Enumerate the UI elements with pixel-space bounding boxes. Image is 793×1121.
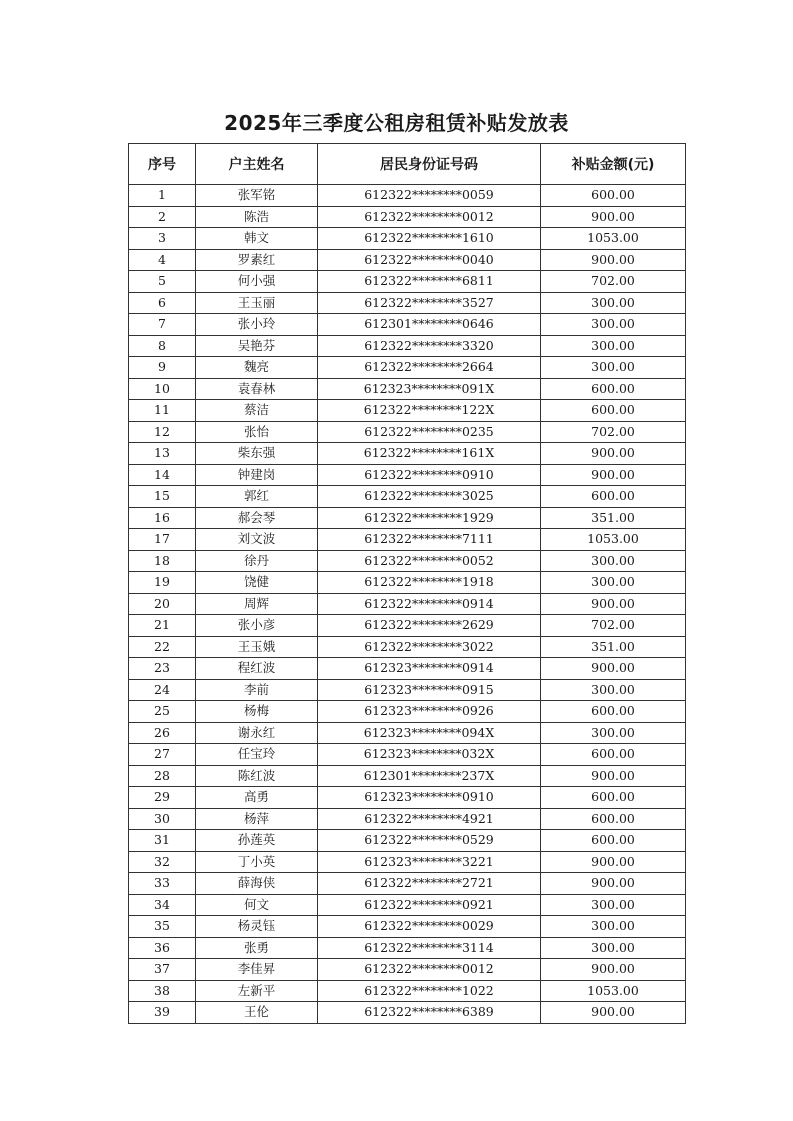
cell-name: 饶健: [196, 572, 318, 594]
cell-amount: 600.00: [541, 830, 686, 852]
cell-amount: 900.00: [541, 658, 686, 680]
cell-seq: 14: [129, 464, 196, 486]
table-row: [129, 292, 686, 314]
cell-amount: 600.00: [541, 787, 686, 809]
cell-seq: 29: [129, 787, 196, 809]
cell-id-number: 612322********6389: [318, 1002, 541, 1024]
cell-name: 丁小英: [196, 851, 318, 873]
cell-amount: 1053.00: [541, 228, 686, 250]
cell-id-number: 612323********0926: [318, 701, 541, 723]
cell-id-number: 612323********0915: [318, 679, 541, 701]
table-row: [129, 185, 686, 207]
table-row: [129, 228, 686, 250]
cell-name: 王玉娥: [196, 636, 318, 658]
cell-id-number: 612322********3114: [318, 937, 541, 959]
cell-amount: 900.00: [541, 443, 686, 465]
cell-id-number: 612322********161X: [318, 443, 541, 465]
cell-seq: 2: [129, 206, 196, 228]
table-row: [129, 830, 686, 852]
table-row: [129, 271, 686, 293]
cell-name: 刘文波: [196, 529, 318, 551]
cell-amount: 900.00: [541, 1002, 686, 1024]
cell-id-number: 612322********2721: [318, 873, 541, 895]
table-row: [129, 507, 686, 529]
cell-amount: 300.00: [541, 916, 686, 938]
cell-id-number: 612322********2629: [318, 615, 541, 637]
cell-name: 陈浩: [196, 206, 318, 228]
table-row: [129, 787, 686, 809]
cell-name: 何小强: [196, 271, 318, 293]
cell-amount: 702.00: [541, 615, 686, 637]
table-row: [129, 486, 686, 508]
cell-id-number: 612322********122X: [318, 400, 541, 422]
cell-seq: 27: [129, 744, 196, 766]
table-row: [129, 980, 686, 1002]
table-row: [129, 572, 686, 594]
cell-name: 郭红: [196, 486, 318, 508]
cell-id-number: 612322********0529: [318, 830, 541, 852]
table-row: [129, 529, 686, 551]
cell-seq: 39: [129, 1002, 196, 1024]
cell-seq: 3: [129, 228, 196, 250]
cell-id-number: 612322********6811: [318, 271, 541, 293]
cell-name: 张军铭: [196, 185, 318, 207]
cell-amount: 600.00: [541, 400, 686, 422]
table-row: [129, 851, 686, 873]
cell-id-number: 612322********0040: [318, 249, 541, 271]
cell-seq: 10: [129, 378, 196, 400]
cell-amount: 600.00: [541, 378, 686, 400]
cell-seq: 38: [129, 980, 196, 1002]
cell-amount: 300.00: [541, 894, 686, 916]
cell-seq: 31: [129, 830, 196, 852]
cell-seq: 13: [129, 443, 196, 465]
table-row: [129, 443, 686, 465]
cell-amount: 1053.00: [541, 980, 686, 1002]
table-row: [129, 357, 686, 379]
cell-amount: 702.00: [541, 421, 686, 443]
cell-amount: 600.00: [541, 185, 686, 207]
cell-seq: 36: [129, 937, 196, 959]
cell-seq: 4: [129, 249, 196, 271]
header-name: 户主姓名: [196, 144, 318, 185]
cell-name: 陈红波: [196, 765, 318, 787]
cell-id-number: 612301********0646: [318, 314, 541, 336]
cell-id-number: 612322********3320: [318, 335, 541, 357]
cell-seq: 12: [129, 421, 196, 443]
cell-id-number: 612322********1610: [318, 228, 541, 250]
cell-seq: 22: [129, 636, 196, 658]
table-row: [129, 722, 686, 744]
cell-seq: 18: [129, 550, 196, 572]
cell-name: 薛海侠: [196, 873, 318, 895]
cell-seq: 25: [129, 701, 196, 723]
cell-amount: 351.00: [541, 507, 686, 529]
cell-seq: 20: [129, 593, 196, 615]
cell-amount: 300.00: [541, 357, 686, 379]
table-row: [129, 765, 686, 787]
cell-id-number: 612322********0012: [318, 959, 541, 981]
table-row: [129, 873, 686, 895]
cell-name: 钟建岗: [196, 464, 318, 486]
cell-amount: 600.00: [541, 701, 686, 723]
cell-name: 魏亮: [196, 357, 318, 379]
cell-name: 蔡洁: [196, 400, 318, 422]
header-seq: 序号: [129, 144, 196, 185]
table-row: [129, 937, 686, 959]
table-row: [129, 400, 686, 422]
cell-name: 李前: [196, 679, 318, 701]
cell-name: 韩文: [196, 228, 318, 250]
table-row: [129, 335, 686, 357]
cell-id-number: 612301********237X: [318, 765, 541, 787]
cell-id-number: 612322********1929: [318, 507, 541, 529]
cell-id-number: 612322********0029: [318, 916, 541, 938]
table-row: [129, 959, 686, 981]
cell-amount: 1053.00: [541, 529, 686, 551]
table-row: [129, 744, 686, 766]
cell-amount: 300.00: [541, 550, 686, 572]
table-row: [129, 1002, 686, 1024]
cell-id-number: 612322********2664: [318, 357, 541, 379]
table-row: [129, 701, 686, 723]
table-row: [129, 916, 686, 938]
cell-name: 柴东强: [196, 443, 318, 465]
cell-seq: 8: [129, 335, 196, 357]
table-row: [129, 808, 686, 830]
cell-amount: 900.00: [541, 873, 686, 895]
cell-seq: 16: [129, 507, 196, 529]
cell-seq: 19: [129, 572, 196, 594]
cell-seq: 35: [129, 916, 196, 938]
cell-seq: 21: [129, 615, 196, 637]
table-row: [129, 550, 686, 572]
cell-id-number: 612323********032X: [318, 744, 541, 766]
cell-name: 周辉: [196, 593, 318, 615]
cell-seq: 33: [129, 873, 196, 895]
cell-name: 程红波: [196, 658, 318, 680]
cell-seq: 5: [129, 271, 196, 293]
cell-amount: 900.00: [541, 959, 686, 981]
cell-seq: 28: [129, 765, 196, 787]
table-row: [129, 464, 686, 486]
cell-amount: 300.00: [541, 335, 686, 357]
cell-amount: 900.00: [541, 249, 686, 271]
cell-id-number: 612323********3221: [318, 851, 541, 873]
cell-name: 郝会琴: [196, 507, 318, 529]
table-row: [129, 894, 686, 916]
cell-seq: 37: [129, 959, 196, 981]
cell-id-number: 612322********3025: [318, 486, 541, 508]
cell-id-number: 612323********0910: [318, 787, 541, 809]
cell-amount: 600.00: [541, 744, 686, 766]
cell-amount: 900.00: [541, 593, 686, 615]
cell-amount: 600.00: [541, 808, 686, 830]
cell-name: 杨梅: [196, 701, 318, 723]
cell-name: 袁春林: [196, 378, 318, 400]
cell-name: 孙莲英: [196, 830, 318, 852]
cell-id-number: 612323********091X: [318, 378, 541, 400]
table-body: [129, 185, 686, 1024]
cell-id-number: 612322********1918: [318, 572, 541, 594]
cell-name: 王伦: [196, 1002, 318, 1024]
table-row: [129, 593, 686, 615]
header-id-number: 居民身份证号码: [318, 144, 541, 185]
table-row: [129, 679, 686, 701]
cell-amount: 900.00: [541, 206, 686, 228]
cell-seq: 23: [129, 658, 196, 680]
cell-amount: 300.00: [541, 679, 686, 701]
cell-name: 徐丹: [196, 550, 318, 572]
cell-id-number: 612322********4921: [318, 808, 541, 830]
cell-amount: 300.00: [541, 937, 686, 959]
cell-name: 吴艳芬: [196, 335, 318, 357]
cell-seq: 34: [129, 894, 196, 916]
cell-amount: 900.00: [541, 464, 686, 486]
cell-name: 张小玲: [196, 314, 318, 336]
cell-id-number: 612322********0059: [318, 185, 541, 207]
cell-amount: 600.00: [541, 486, 686, 508]
cell-amount: 351.00: [541, 636, 686, 658]
cell-name: 张勇: [196, 937, 318, 959]
cell-name: 张怡: [196, 421, 318, 443]
table-row: [129, 421, 686, 443]
table-header-row: [129, 144, 686, 185]
cell-seq: 9: [129, 357, 196, 379]
cell-name: 何文: [196, 894, 318, 916]
cell-amount: 900.00: [541, 765, 686, 787]
table-row: [129, 249, 686, 271]
cell-seq: 15: [129, 486, 196, 508]
cell-seq: 1: [129, 185, 196, 207]
cell-id-number: 612323********0914: [318, 658, 541, 680]
cell-amount: 300.00: [541, 292, 686, 314]
cell-id-number: 612322********3022: [318, 636, 541, 658]
cell-seq: 7: [129, 314, 196, 336]
table-row: [129, 314, 686, 336]
cell-id-number: 612322********0235: [318, 421, 541, 443]
cell-name: 任宝玲: [196, 744, 318, 766]
cell-amount: 702.00: [541, 271, 686, 293]
cell-amount: 300.00: [541, 572, 686, 594]
cell-name: 李佳昇: [196, 959, 318, 981]
cell-seq: 24: [129, 679, 196, 701]
cell-amount: 900.00: [541, 851, 686, 873]
table-row: [129, 378, 686, 400]
cell-id-number: 612322********0012: [318, 206, 541, 228]
cell-name: 杨灵钰: [196, 916, 318, 938]
cell-name: 王玉丽: [196, 292, 318, 314]
cell-name: 张小彦: [196, 615, 318, 637]
table-row: [129, 615, 686, 637]
cell-id-number: 612322********1022: [318, 980, 541, 1002]
cell-seq: 6: [129, 292, 196, 314]
table-row: [129, 206, 686, 228]
cell-id-number: 612322********7111: [318, 529, 541, 551]
cell-seq: 17: [129, 529, 196, 551]
table-row: [129, 636, 686, 658]
cell-id-number: 612322********0914: [318, 593, 541, 615]
cell-id-number: 612322********3527: [318, 292, 541, 314]
page-title: 2025年三季度公租房租赁补贴发放表: [224, 111, 569, 135]
cell-id-number: 612323********094X: [318, 722, 541, 744]
cell-name: 罗素红: [196, 249, 318, 271]
cell-name: 左新平: [196, 980, 318, 1002]
cell-seq: 26: [129, 722, 196, 744]
cell-seq: 11: [129, 400, 196, 422]
cell-id-number: 612322********0052: [318, 550, 541, 572]
cell-amount: 300.00: [541, 314, 686, 336]
header-amount: 补贴金额(元): [541, 144, 686, 185]
cell-name: 高勇: [196, 787, 318, 809]
cell-seq: 30: [129, 808, 196, 830]
cell-amount: 300.00: [541, 722, 686, 744]
cell-name: 杨萍: [196, 808, 318, 830]
cell-seq: 32: [129, 851, 196, 873]
cell-name: 谢永红: [196, 722, 318, 744]
cell-id-number: 612322********0921: [318, 894, 541, 916]
cell-id-number: 612322********0910: [318, 464, 541, 486]
table-row: [129, 658, 686, 680]
subsidy-table: [128, 143, 686, 1024]
